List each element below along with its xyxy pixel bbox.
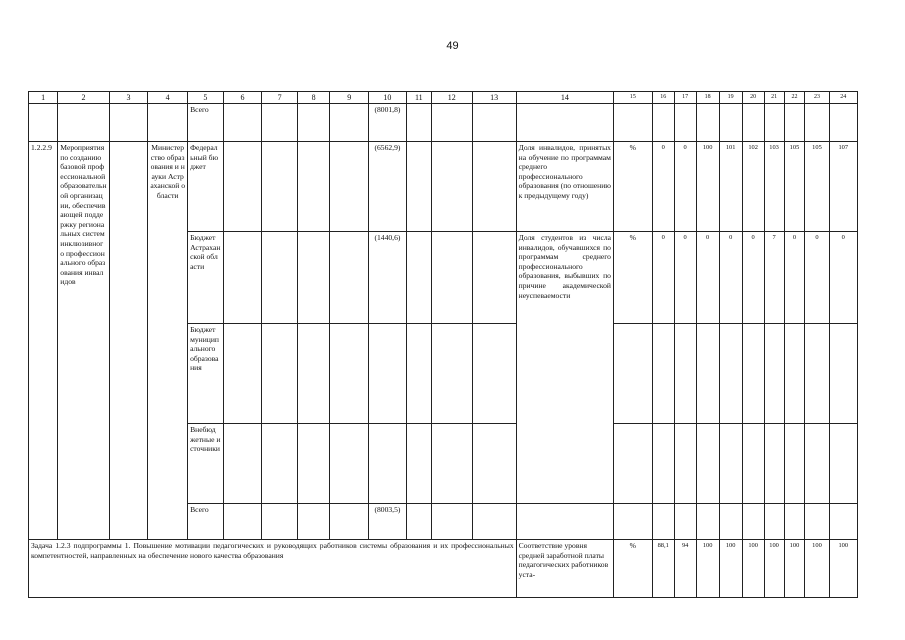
value-cell: 100 [719,540,742,598]
indicator-text: Доля инвалидов, принятых на обучение по программам среднего профессионального образования (по отношению к предыдущему году) [516,142,613,232]
unit-cell: % [613,232,652,324]
col-header: 23 [805,92,829,104]
col-header: 24 [829,92,858,104]
col-header: 11 [406,92,431,104]
value-cell: 0 [674,142,696,232]
funding-source: Бюджет муниципального образования [188,324,224,424]
amount-cell: (8001,8) [369,104,407,142]
col-header: 1 [29,92,58,104]
measure-name: Мероприятия по созданию базовой профессиональной образовательной организации, обеспечивающей поддержку региональных систем инклюзивного профессионального образования инвалидов [58,142,109,540]
task-text: Задача 1.2.3 подпрограммы 1. Повышение мотивации педагогических и руководящих работников системы образования и их профессиональных компетентностей, направленных на обеспечение нового качества образования [29,540,517,598]
col-header: 4 [148,92,188,104]
value-cell: 100 [829,540,858,598]
page-number: 49 [446,40,459,52]
table-row [29,540,858,598]
indicator-text: Соответствие уровня средней заработной платы педагогических работников уста- [516,540,613,598]
value-cell: 0 [674,232,696,324]
value-cell: 107 [829,142,858,232]
col-header: 2 [58,92,109,104]
unit-cell: % [613,142,652,232]
measure-code: 1.2.2.9 [29,142,58,540]
funding-source: Всего [188,504,224,540]
col-header: 3 [109,92,148,104]
value-cell: 101 [719,142,742,232]
col-header: 17 [674,92,696,104]
value-cell: 0 [652,142,674,232]
value-cell: 7 [764,232,784,324]
col-header: 22 [784,92,805,104]
header-row [29,92,858,104]
value-cell: 100 [764,540,784,598]
amount-cell: (8003,5) [369,504,407,540]
col-header: 6 [223,92,262,104]
col-header: 10 [369,92,407,104]
col-header: 5 [188,92,224,104]
col-header: 21 [764,92,784,104]
col-header: 19 [719,92,742,104]
value-cell: 100 [696,540,719,598]
col-header: 12 [431,92,472,104]
table-row [29,142,858,232]
indicator-text: Доля студентов из числа инвалидов, обучавшихся по программам среднего профессионального образования, выбывших по причине академической неуспеваемости [516,232,613,504]
value-cell: 0 [696,232,719,324]
col-header: 14 [516,92,613,104]
value-cell: 0 [719,232,742,324]
value-cell: 0 [742,232,764,324]
unit-cell: % [613,540,652,598]
col-header: 15 [613,92,652,104]
col-header: 13 [472,92,516,104]
col-header: 20 [742,92,764,104]
value-cell: 88,1 [652,540,674,598]
col-header: 18 [696,92,719,104]
value-cell: 0 [652,232,674,324]
funding-source: Федеральный бюджет [188,142,224,232]
table-row [29,104,858,142]
col-header: 7 [262,92,298,104]
value-cell: 100 [696,142,719,232]
col-header: 16 [652,92,674,104]
value-cell: 0 [784,232,805,324]
funding-source: Всего [188,104,224,142]
value-cell: 94 [674,540,696,598]
col-header: 9 [330,92,369,104]
value-cell: 100 [805,540,829,598]
value-cell: 0 [829,232,858,324]
value-cell: 105 [784,142,805,232]
value-cell: 100 [784,540,805,598]
executor: Министерство образования и науки Астраханской области [148,142,188,540]
col-header: 8 [297,92,329,104]
value-cell: 105 [805,142,829,232]
value-cell: 100 [742,540,764,598]
program-table [28,91,858,598]
value-cell: 102 [742,142,764,232]
funding-source: Внебюджетные источники [188,424,224,504]
value-cell: 103 [764,142,784,232]
value-cell: 0 [805,232,829,324]
funding-source: Бюджет Астраханской области [188,232,224,324]
amount-cell: (6562,9) [369,142,407,232]
amount-cell: (1440,6) [369,232,407,324]
